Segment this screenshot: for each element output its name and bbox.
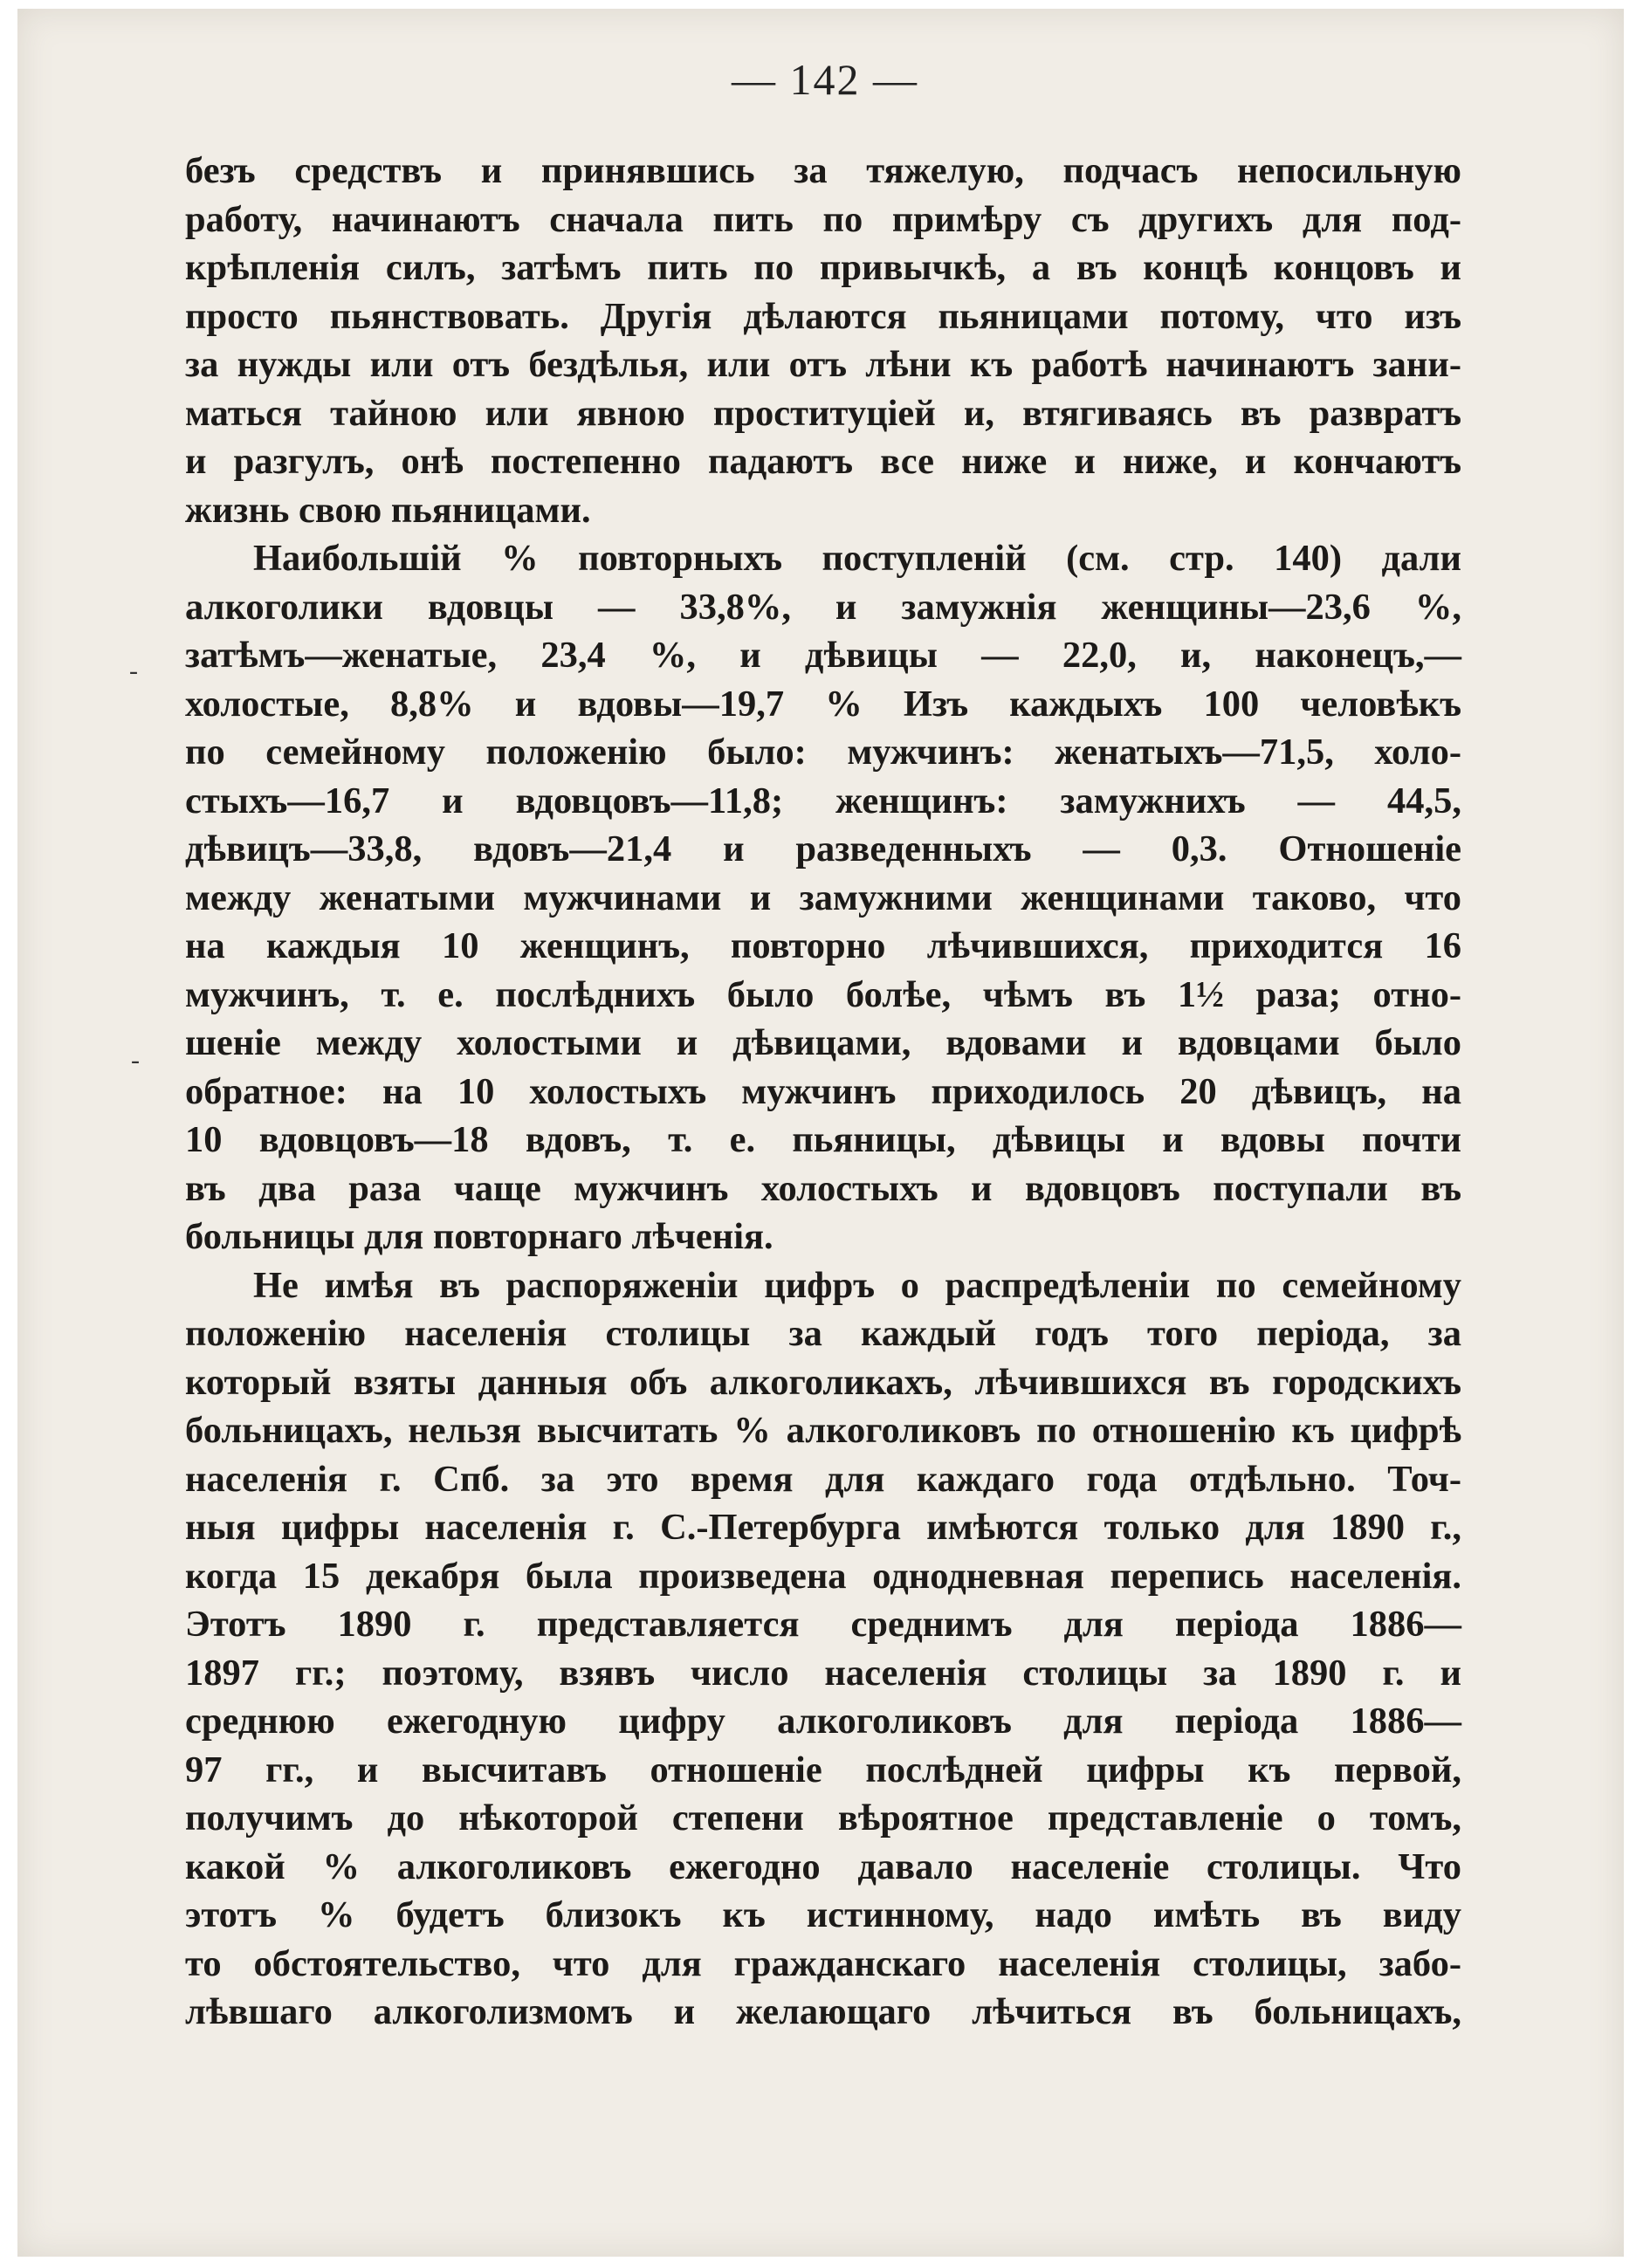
text-line: и разгулъ, онѣ постепенно падаютъ все ниже и ниже, и кончаютъ [185, 441, 1461, 482]
text-line: на каждыя 10 женщинъ, повторно лѣчившихся, приходится 16 [185, 925, 1461, 966]
text-line: ныя цифры населенія г. С.-Петербурга имѣются только для 1890 г., [185, 1507, 1461, 1548]
text-line: безъ средствъ и принявшись за тяжелую, подчасъ непосильную [185, 150, 1461, 191]
text-line: получимъ до нѣкоторой степени вѣроятное представленіе о томъ, [185, 1797, 1461, 1838]
text-line: жизнь свою пьяницами. [185, 489, 591, 531]
text-line: положенію населенія столицы за каждый годъ того періода, за [185, 1313, 1461, 1354]
text-line: 97 гг., и высчитавъ отношеніе послѣдней цифры къ первой, [185, 1749, 1461, 1790]
paragraph-2 [185, 534, 1461, 1261]
text-line: маться тайною или явною проституціей и, втягиваясь въ развратъ [185, 392, 1461, 434]
margin-mark: - [131, 1046, 140, 1075]
text-line: въ два раза чаще мужчинъ холостыхъ и вдовцовъ поступали въ [185, 1167, 1461, 1209]
page-number: — 142 — [732, 55, 918, 104]
text-line: населенія г. Спб. за это время для каждаго года отдѣльно. Точ- [185, 1458, 1461, 1500]
text-line: Наибольшій % повторныхъ поступленій (см. стр. 140) дали [253, 538, 1461, 579]
text-line: дѣвицъ—33,8, вдовъ—21,4 и разведенныхъ — 0,3. Отношеніе [185, 828, 1461, 869]
text-line: обратное: на 10 холостыхъ мужчинъ приходилось 20 дѣвицъ, на [185, 1070, 1461, 1112]
text-line: мужчинъ, т. е. послѣднихъ было болѣе, чѣмъ въ 1½ раза; отно- [185, 973, 1461, 1015]
text-line: просто пьянствовать. Другія дѣлаются пьяницами потому, что изъ [185, 295, 1461, 337]
paragraph-1 [185, 147, 1461, 534]
text-line: затѣмъ—женатые, 23,4 %, и дѣвицы — 22,0, и, наконецъ,— [185, 635, 1461, 676]
text-line: то обстоятельство, что для гражданскаго населенія столицы, забо- [185, 1942, 1461, 1984]
text-line: больницы для повторнаго лѣченія. [185, 1216, 773, 1257]
text-line: Этотъ 1890 г. представляется среднимъ для періода 1886— [185, 1604, 1461, 1645]
text-line: по семейному положенію было: мужчинъ: женатыхъ—71,5, холо- [185, 732, 1461, 773]
text-line: шеніе между холостыми и дѣвицами, вдовами и вдовцами было [185, 1022, 1461, 1063]
text-line: какой % алкоголиковъ ежегодно давало населеніе столицы. Что [185, 1845, 1461, 1887]
text-line: 1897 гг.; поэтому, взявъ число населенія столицы за 1890 г. и [185, 1652, 1461, 1694]
paragraph-3 [185, 1261, 1461, 2037]
text-line: который взяты данныя объ алкоголикахъ, лѣчившихся въ городскихъ [185, 1361, 1461, 1403]
text-line: этотъ % будетъ близокъ къ истинному, надо имѣть въ виду [185, 1894, 1461, 1935]
text-line: стыхъ—16,7 и вдовцовъ—11,8; женщинъ: замужнихъ — 44,5, [185, 780, 1461, 821]
text-line: больницахъ, нельзя высчитать % алкоголиковъ по отношенію къ цифрѣ [185, 1410, 1461, 1451]
text-line: крѣпленія силъ, затѣмъ пить по привычкѣ, а въ концѣ концовъ и [185, 247, 1461, 288]
margin-mark: - [129, 656, 138, 685]
text-line: между женатыми мужчинами и замужними женщинами таково, что [185, 876, 1461, 918]
text-line: среднюю ежегодную цифру алкоголиковъ для періода 1886— [185, 1701, 1461, 1742]
text-line: работу, начинаютъ сначала пить по примѣру съ другихъ для под- [185, 198, 1461, 240]
text-line: лѣвшаго алкоголизмомъ и желающаго лѣчиться въ больницахъ, [185, 1991, 1461, 2032]
text-line: алкоголики вдовцы — 33,8%, и замужнія женщины—23,6 %, [185, 586, 1461, 628]
text-line: 10 вдовцовъ—18 вдовъ, т. е. пьяницы, дѣвицы и вдовы почти [185, 1119, 1461, 1160]
text-line: когда 15 декабря была произведена однодневная перепись населенія. [185, 1555, 1461, 1597]
text-line: Не имѣя въ распоряженіи цифръ о распредѣленіи по семейному [253, 1264, 1461, 1306]
page-body [185, 147, 1461, 2037]
text-line: холостые, 8,8% и вдовы—19,7 % Изъ каждыхъ 100 человѣкъ [185, 683, 1461, 725]
text-line: за нужды или отъ бездѣлья, или отъ лѣни къ работѣ начинаютъ зани- [185, 344, 1461, 385]
